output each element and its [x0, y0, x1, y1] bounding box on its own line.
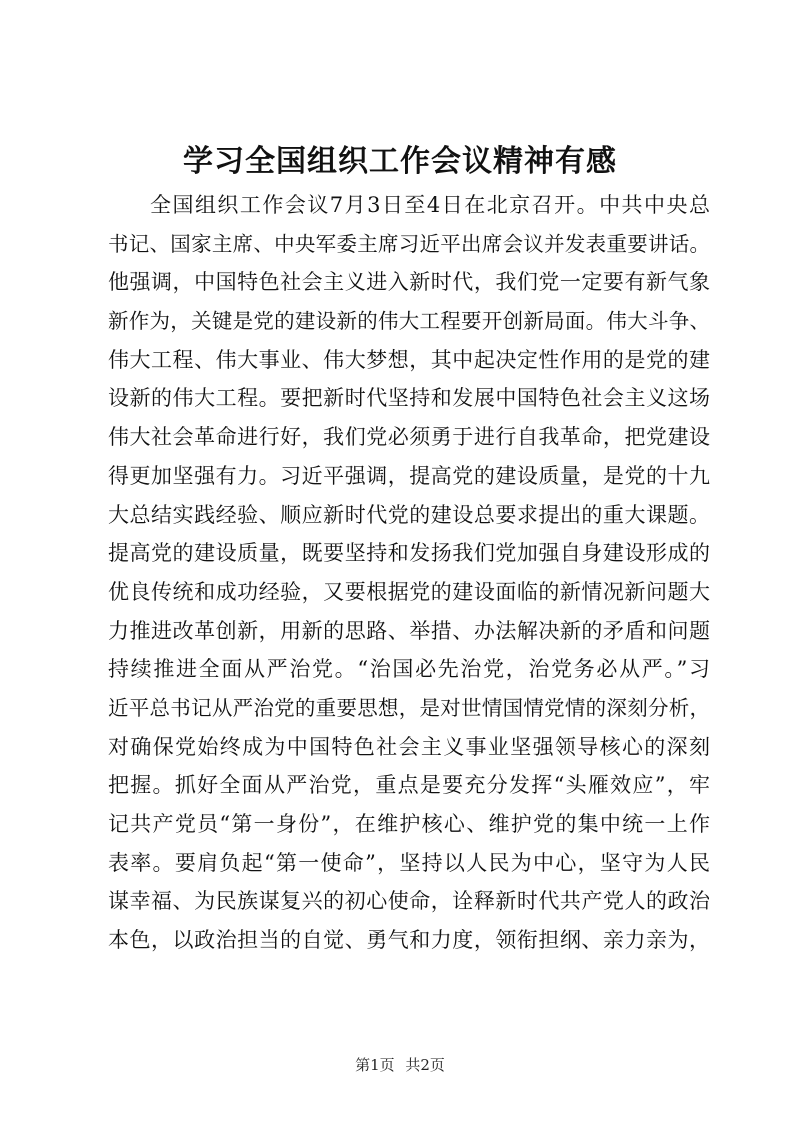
page-number: 第1页: [355, 1056, 395, 1074]
text-line: 提高党的建设质量，既要坚持和发扬我们党加强自身建设形成的: [108, 541, 710, 566]
text-line: 表率。要肩负起“第一使命”，坚持以人民为中心，坚守为人民: [108, 850, 710, 875]
text-line: 新作为，关键是党的建设新的伟大工程要开创新局面。伟大斗争、: [108, 309, 710, 334]
text-line: 本色，以政治担当的自觉、勇气和力度，领衔担纲、亲力亲为，: [108, 928, 710, 953]
text-line: 伟大工程、伟大事业、伟大梦想，其中起决定性作用的是党的建: [108, 347, 710, 372]
text-line: 记共产党员“第一身份”，在维护核心、维护党的集中统一上作: [108, 812, 710, 836]
text-line: 优良传统和成功经验，又要根据党的建设面临的新情况新问题大: [108, 579, 710, 604]
text-line: 谋幸福、为民族谋复兴的初心使命，诠释新时代共产党人的政治: [108, 889, 710, 914]
text-line: 大总结实践经验、顺应新时代党的建设总要求提出的重大课题。: [108, 502, 710, 527]
text-line: 全国组织工作会议7月3日至4日在北京召开。中共中央总: [150, 193, 710, 217]
text-line: 书记、国家主席、中央军委主席习近平出席会议并发表重要讲话。: [108, 231, 710, 256]
text-line: 他强调，中国特色社会主义进入新时代，我们党一定要有新气象: [108, 270, 710, 295]
text-line: 近平总书记从严治党的重要思想，是对世情国情党情的深刻分析，: [108, 695, 710, 720]
text-line: 设新的伟大工程。要把新时代坚持和发展中国特色社会主义这场: [108, 386, 710, 411]
body-paragraph: [108, 186, 710, 960]
text-line: 力推进改革创新，用新的思路、举措、办法解决新的矛盾和问题: [108, 618, 710, 643]
text-line: 把握。抓好全面从严治党，重点是要充分发挥“头雁效应”，牢: [108, 773, 710, 798]
page-total: 共2页: [405, 1056, 445, 1074]
text-line: 对确保党始终成为中国特色社会主义事业坚强领导核心的深刻: [108, 734, 710, 759]
text-line: 得更加坚强有力。习近平强调，提高党的建设质量，是党的十九: [108, 463, 710, 488]
text-line: 伟大社会革命进行好，我们党必须勇于进行自我革命，把党建设: [108, 425, 710, 450]
document-title: 学习全国组织工作会议精神有感: [183, 144, 617, 179]
text-line: 持续推进全面从严治党。“治国必先治党，治党务必从严。”习: [108, 657, 710, 682]
page-footer: [0, 1055, 800, 1075]
